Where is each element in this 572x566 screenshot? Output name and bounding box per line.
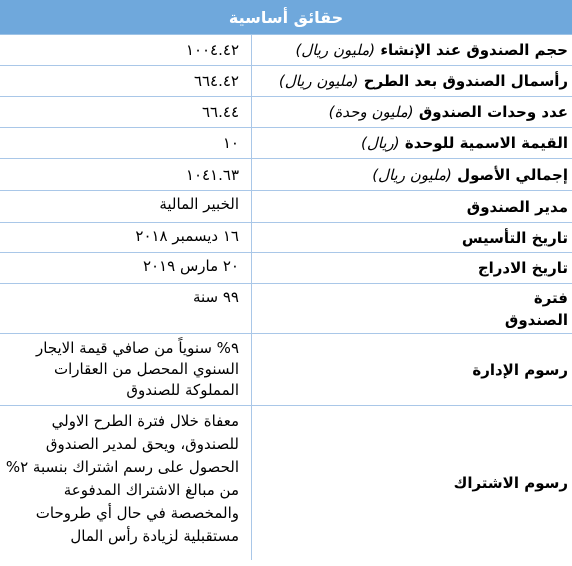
unit-label: (مليون وحدة) <box>328 103 414 121</box>
table-row <box>0 406 572 560</box>
table-row <box>0 253 572 284</box>
units-value: ٦٦.٤٤ <box>0 97 252 127</box>
fund-manager-value: الخبير المالية <box>0 191 252 222</box>
row-label <box>252 35 572 65</box>
capital-value: ٦٦٤.٤٢ <box>0 66 252 96</box>
row-label <box>252 66 572 96</box>
unit-label: (ريال) <box>361 134 400 152</box>
table-row <box>0 159 572 191</box>
subscription-fee-label: رسوم الاشتراك <box>453 474 568 492</box>
inception-date-label: تاريخ التأسيس <box>461 228 568 247</box>
management-fee-value: ٩% سنوياً من صافي قيمة الايجار السنوي المحصل من العقارات المملوكة للصندوق <box>0 334 252 405</box>
fund-size-label: حجم الصندوق عند الإنشاء <box>380 41 568 59</box>
total-assets-value: ١٠٤١.٦٣ <box>0 159 252 190</box>
unit-label: (مليون ريال) <box>372 165 452 184</box>
table-row <box>0 191 572 223</box>
table-row <box>0 97 572 128</box>
fund-term-label: فترة الصندوق <box>504 288 568 329</box>
fund-term-value: ٩٩ سنة <box>0 284 252 333</box>
nominal-value: ١٠ <box>0 128 252 158</box>
total-assets-label: إجمالي الأصول <box>457 165 568 184</box>
unit-label: (مليون ريال) <box>295 41 376 59</box>
table-row <box>0 128 572 159</box>
row-label <box>252 159 572 190</box>
units-label: عدد وحدات الصندوق <box>418 103 568 121</box>
table-row <box>0 284 572 334</box>
listing-date-value: ٢٠ مارس ٢٠١٩ <box>0 253 252 283</box>
subscription-fee-value: معفاة خلال فترة الطرح الاولي للصندوق، ويحق لمدير الصندوق الحصول على رسم اشتراك بنسبة ٢% من مبالغ الاشتراك المدفوعة والمخصصة في حال أي طروحات مستقبلية لزيادة رأس المال <box>0 406 252 560</box>
table-title: حقائق أساسية <box>0 0 572 35</box>
row-label <box>252 97 572 127</box>
listing-date-label: تاريخ الادراج <box>477 259 568 277</box>
capital-label: رأسمال الصندوق بعد الطرح <box>363 72 568 90</box>
inception-date-value: ١٦ ديسمبر ٢٠١٨ <box>0 223 252 252</box>
fund-manager-label: مدير الصندوق <box>466 197 568 216</box>
table-row <box>0 223 572 253</box>
table-row <box>0 66 572 97</box>
table-row <box>0 35 572 66</box>
fund-size-value: ١٠٠٤.٤٢ <box>0 35 252 65</box>
table-row <box>0 334 572 406</box>
unit-label: (مليون ريال) <box>278 72 359 90</box>
management-fee-label: رسوم الإدارة <box>472 360 568 379</box>
nominal-value-label: القيمة الاسمية للوحدة <box>404 134 568 152</box>
row-label <box>252 128 572 158</box>
